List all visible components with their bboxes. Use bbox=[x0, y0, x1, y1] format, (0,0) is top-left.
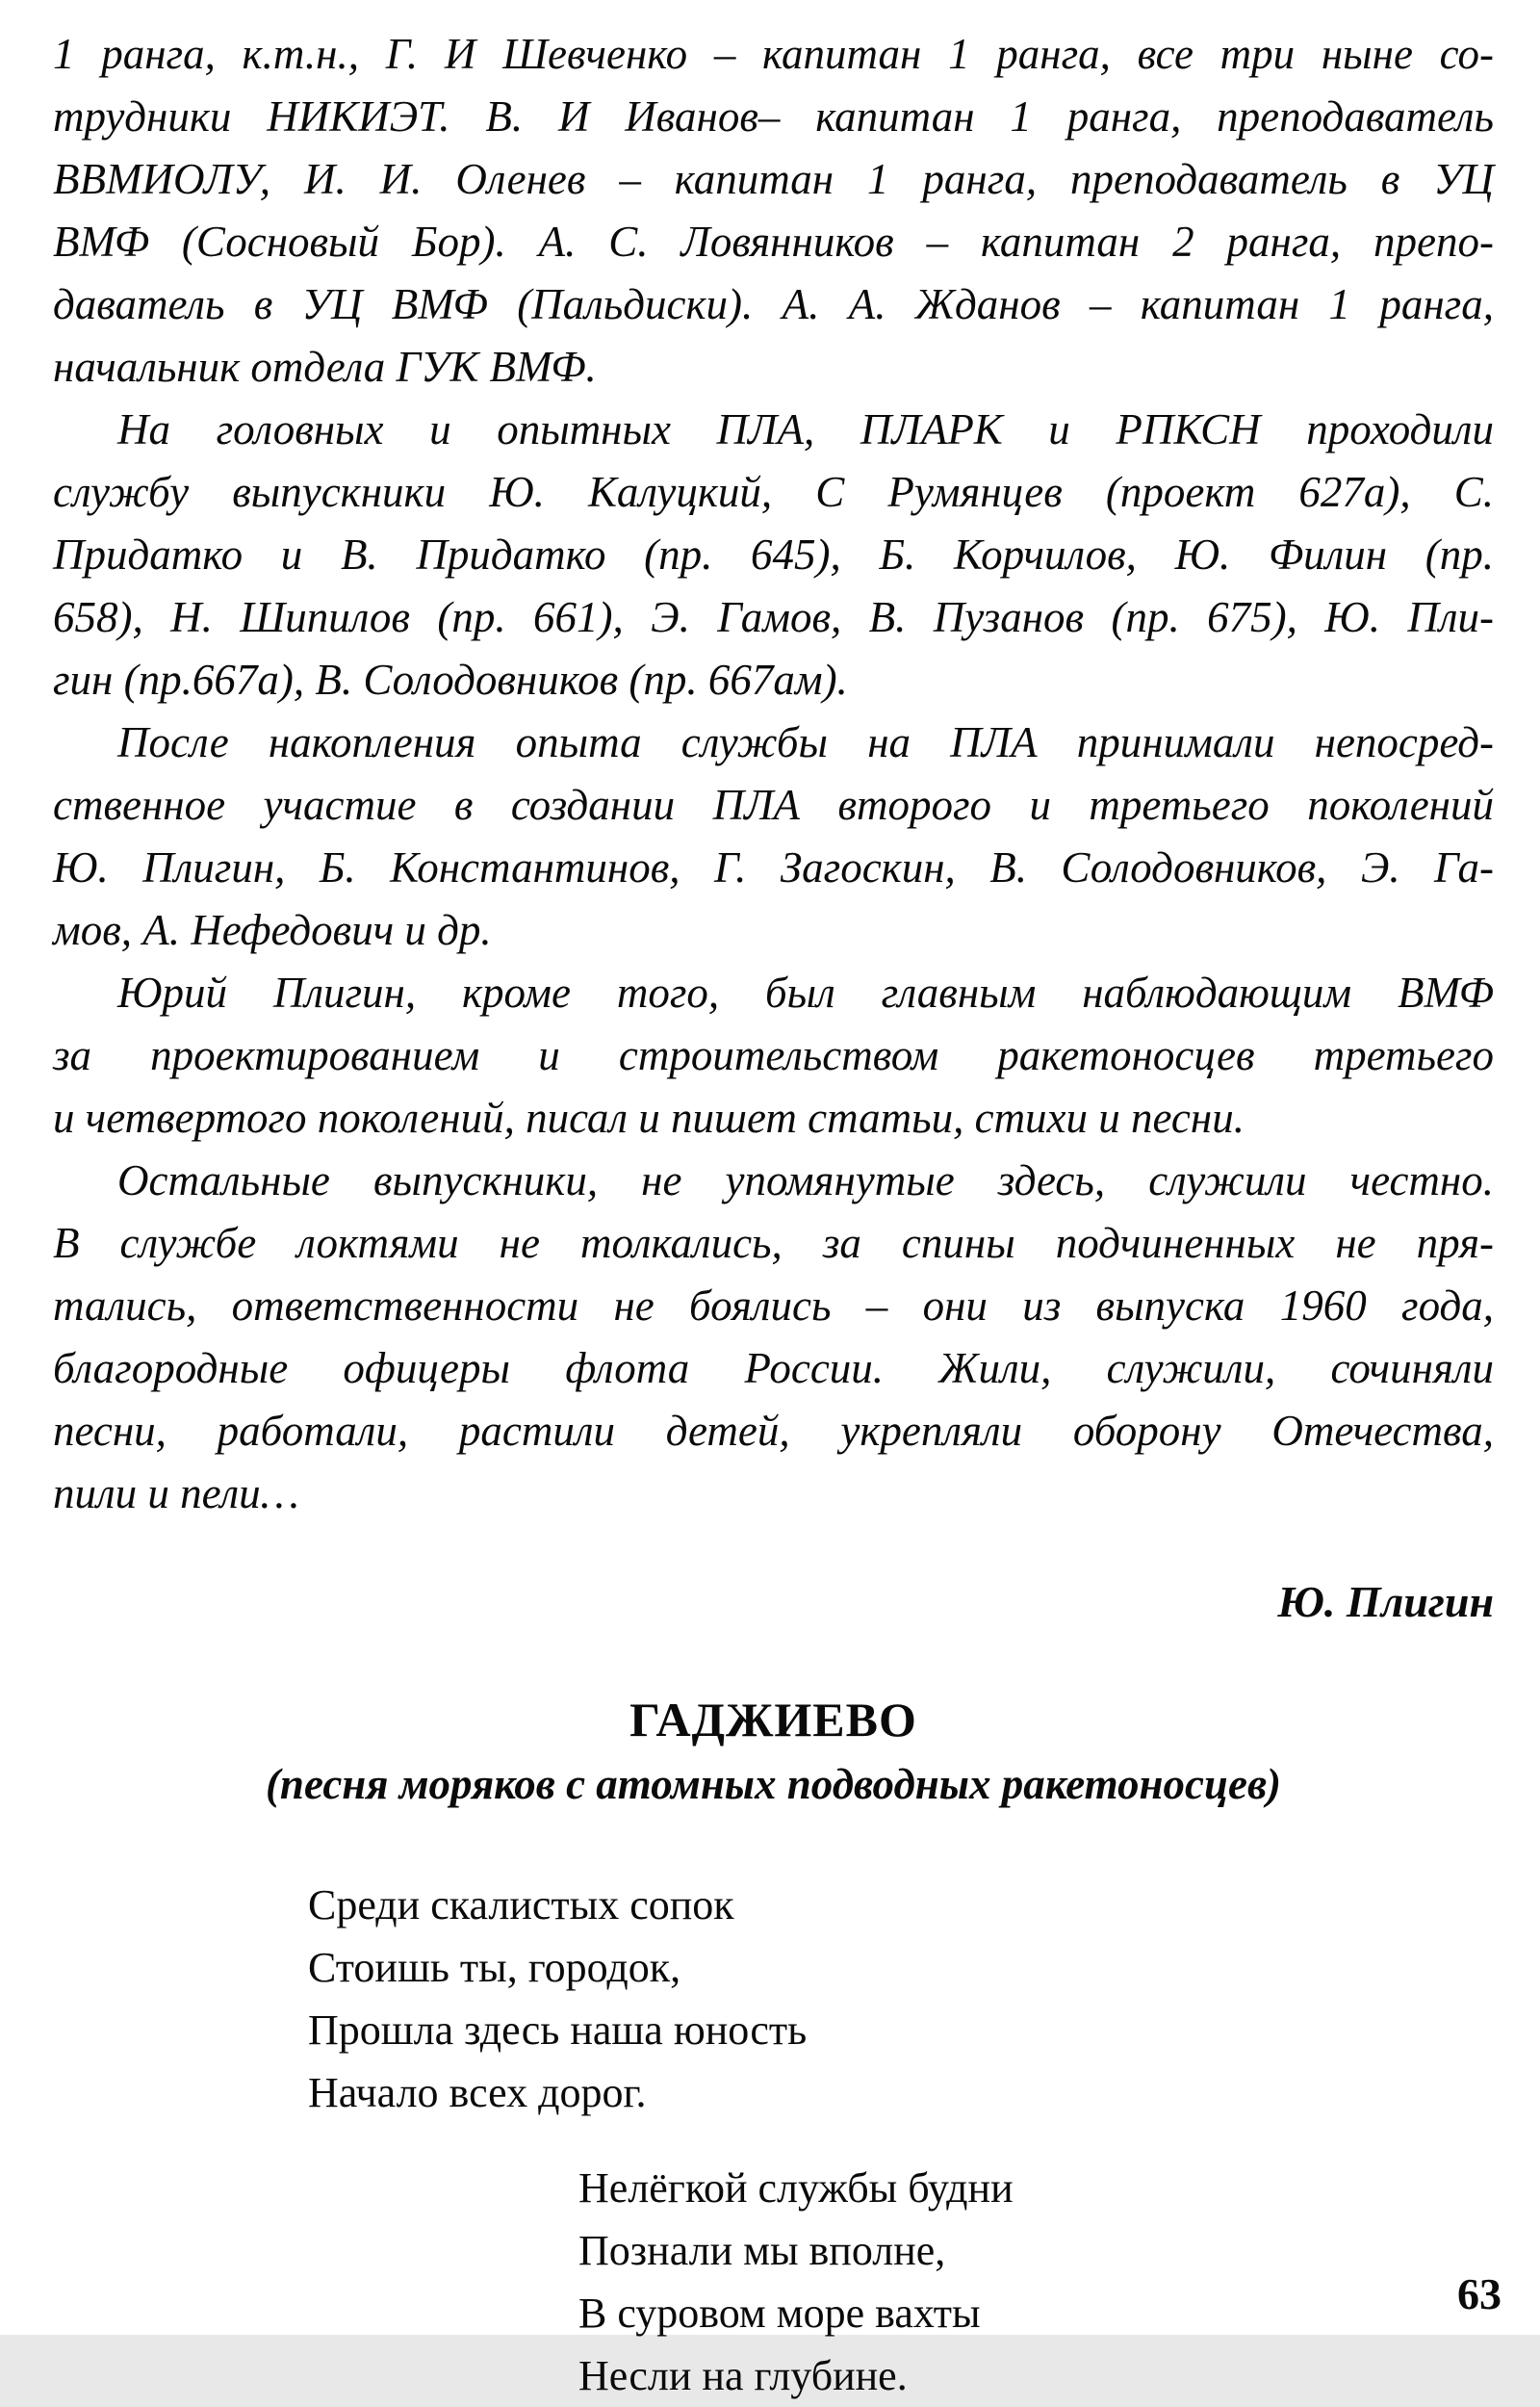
page-number: 63 bbox=[1457, 2269, 1502, 2318]
paragraph bbox=[53, 1150, 1494, 1525]
verse-line: Познали мы вполне, bbox=[578, 2227, 946, 2274]
paragraph bbox=[53, 962, 1494, 1150]
verse-line: Начало всех дорог. bbox=[308, 2069, 647, 2116]
song-title: ГАДЖИЕВО bbox=[629, 1693, 917, 1747]
text-line: пили и пели… bbox=[53, 1469, 299, 1517]
main-text bbox=[53, 23, 1494, 1525]
paragraph bbox=[53, 23, 1494, 399]
song-verses bbox=[53, 1874, 1494, 2407]
text-line: В службе локтями не толкались, за спины подчиненных не пря- bbox=[53, 1219, 1494, 1267]
verse-line: Прошла здесь наша юность bbox=[308, 2006, 808, 2054]
text-line: После накопления опыта службы на ПЛА принимали непосред- bbox=[117, 718, 1494, 766]
text-line: тались, ответственности не боялись – они из выпуска 1960 года, bbox=[53, 1281, 1494, 1330]
text-line: гин (пр.667а), В. Солодовников (пр. 667ам). bbox=[53, 656, 848, 704]
text-line: ВМФ (Сосновый Бор). А. С. Ловянников – капитан 2 ранга, препо- bbox=[53, 218, 1494, 266]
text-line: песни, работали, растили детей, укрепляли оборону Отечества, bbox=[53, 1407, 1494, 1455]
verse-line: Несли на глубине. bbox=[578, 2352, 908, 2399]
text-line: за проектированием и строительством ракетоносцев третьего bbox=[53, 1031, 1494, 1079]
text-line: и четвертого поколений, писал и пишет статьи, стихи и песни. bbox=[53, 1094, 1245, 1142]
text-line: трудники НИКИЭТ. В. И Иванов– капитан 1 ранга, преподаватель bbox=[53, 92, 1494, 141]
paragraph bbox=[53, 399, 1494, 712]
verse bbox=[308, 1874, 1494, 2124]
text-line: Остальные выпускники, не упомянутые здесь, служили честно. bbox=[117, 1156, 1494, 1204]
text-line: благородные офицеры флота России. Жили, служили, сочиняли bbox=[53, 1344, 1494, 1392]
verse bbox=[578, 2157, 1494, 2407]
text-line: начальник отдела ГУК ВМФ. bbox=[53, 343, 597, 391]
text-line: мов, А. Нефедович и др. bbox=[53, 906, 492, 954]
text-line: Придатко и В. Придатко (пр. 645), Б. Корчилов, Ю. Филин (пр. bbox=[53, 531, 1494, 579]
text-line: даватель в УЦ ВМФ (Пальдиски). А. А. Жданов – капитан 1 ранга, bbox=[53, 280, 1494, 328]
text-line: Юрий Плигин, кроме того, был главным наблюдающим ВМФ bbox=[117, 969, 1494, 1017]
verse-line: Нелёгкой службы будни bbox=[578, 2164, 1014, 2212]
text-line: Ю. Плигин, Б. Константинов, Г. Загоскин, В. Солодовников, Э. Га- bbox=[53, 843, 1494, 892]
text-line: 658), Н. Шипилов (пр. 661), Э. Гамов, В. Пузанов (пр. 675), Ю. Пли- bbox=[53, 593, 1494, 641]
text-line: ственное участие в создании ПЛА второго и третьего поколений bbox=[53, 781, 1494, 829]
text-line: На головных и опытных ПЛА, ПЛАРК и РПКСН проходили bbox=[117, 405, 1494, 453]
author-signature: Ю. Плигин bbox=[1277, 1577, 1494, 1626]
paragraph bbox=[53, 712, 1494, 962]
verse-line: Среди скалистых сопок bbox=[308, 1881, 734, 1928]
text-line: ВВМИОЛУ, И. И. Оленев – капитан 1 ранга, преподаватель в УЦ bbox=[53, 155, 1494, 203]
verse-line: Стоишь ты, городок, bbox=[308, 1944, 681, 1991]
text-line: 1 ранга, к.т.н., Г. И Шевченко – капитан 1 ранга, все три ныне со- bbox=[53, 30, 1494, 78]
song-subtitle: (песня моряков с атомных подводных ракетоносцев) bbox=[265, 1760, 1282, 1808]
text-line: службу выпускники Ю. Калуцкий, С Румянцев (проект 627а), С. bbox=[53, 468, 1494, 516]
verse-line: В суровом море вахты bbox=[578, 2290, 981, 2337]
